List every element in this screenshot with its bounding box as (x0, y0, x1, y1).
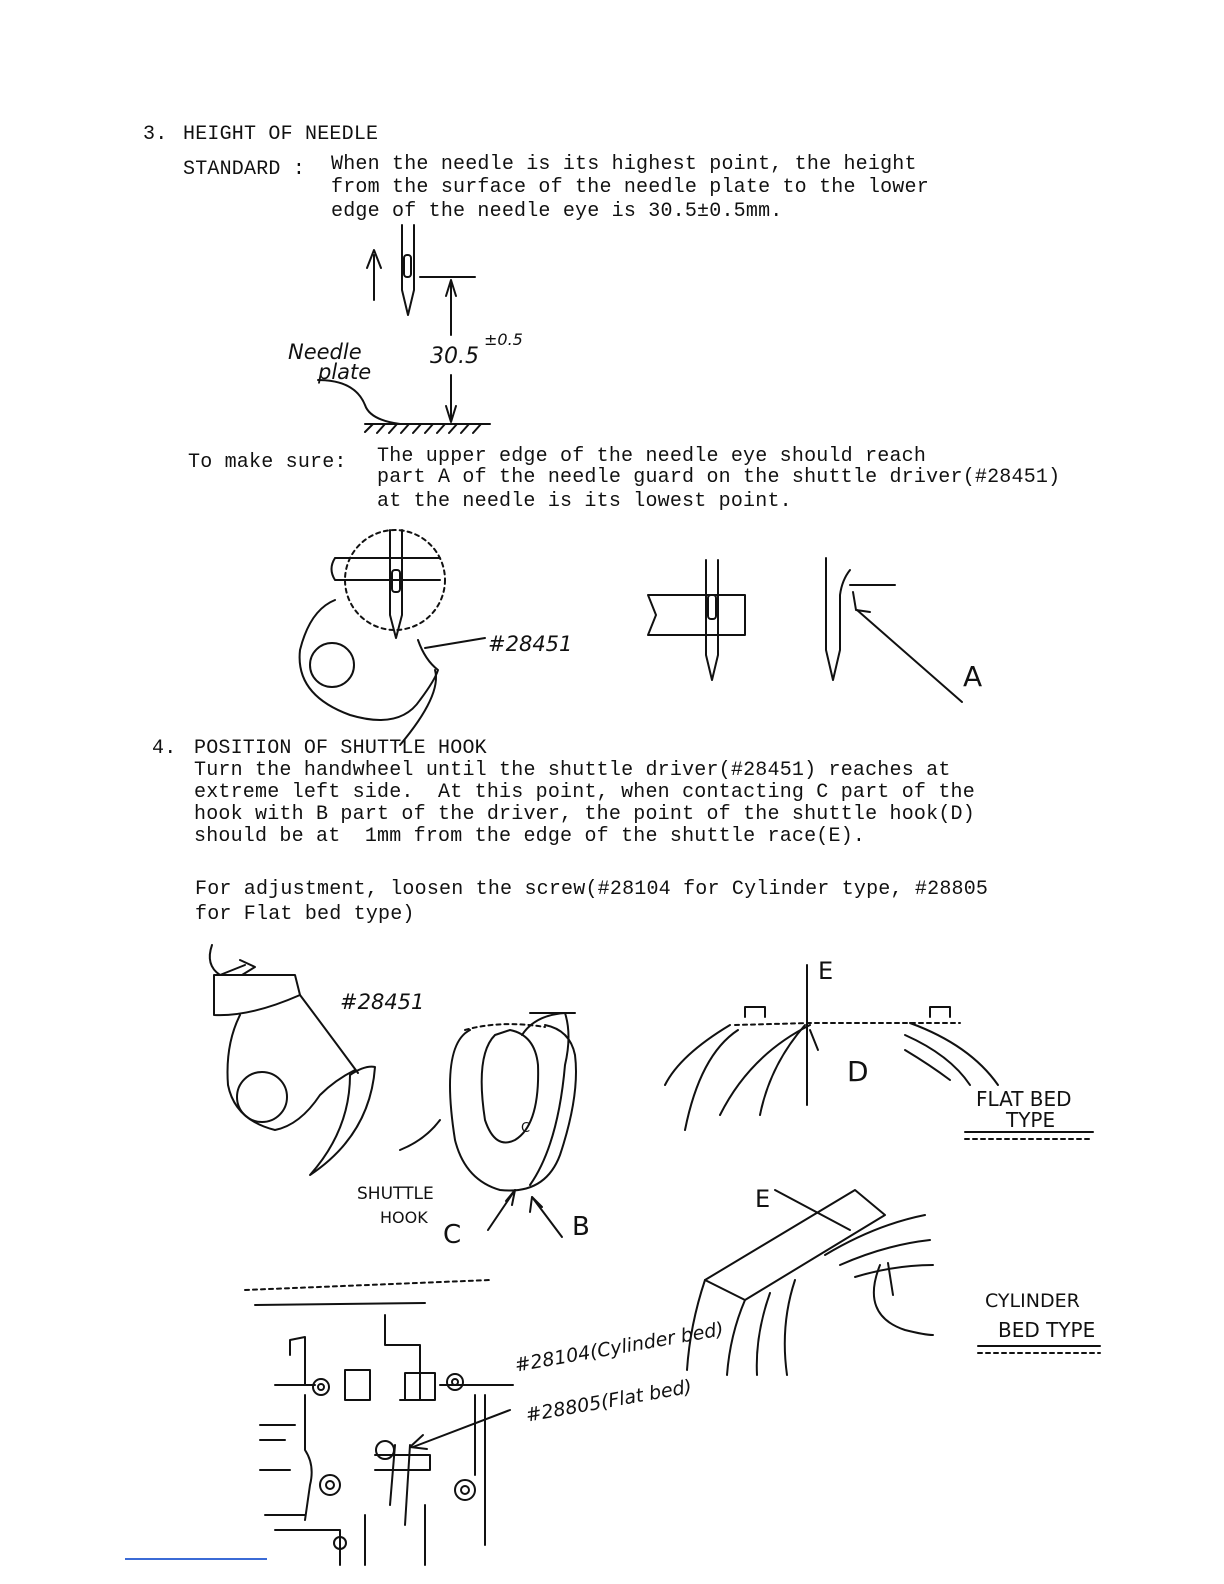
section-4-body-line-3: hook with B part of the driver, the point of the shuttle hook(D) (194, 803, 975, 826)
screw-location-diagram (245, 1275, 525, 1565)
shuttle-hook-label-2: HOOK (380, 1208, 428, 1227)
standard-line-3: edge of the needle eye is 30.5±0.5mm. (331, 200, 783, 223)
screw-flat-label: #28805(Flat bed) (524, 1375, 694, 1427)
needle-plate-label-1: Needle (288, 340, 362, 364)
driver-label-section3: #28451 (488, 632, 573, 656)
adjust-line-2: for Flat bed type) (195, 903, 415, 926)
screw-cylinder-label: #28104(Cylinder bed) (513, 1318, 726, 1377)
tolerance-label: ±0.5 (484, 330, 523, 349)
b-label: B (572, 1212, 590, 1242)
flat-bed-underline (965, 1128, 1095, 1144)
c-small-label: C (521, 1121, 531, 1136)
dimension-label: 30.5 (430, 344, 479, 369)
e-flat-label: E (818, 957, 834, 985)
standard-label: STANDARD : (183, 158, 306, 181)
cylinder-bed-label-2: BED TYPE (998, 1318, 1096, 1342)
d-label: D (847, 1055, 869, 1088)
section-4-body-line-4: should be at 1mm from the edge of the shuttle race(E). (194, 825, 866, 848)
flat-bed-label-1: FLAT BED (976, 1087, 1072, 1111)
e-cylinder-label: E (755, 1185, 771, 1213)
shuttle-driver-needle-diagram (290, 520, 1010, 745)
cylinder-bed-underline (978, 1342, 1103, 1356)
page-bottom-rule (125, 1558, 267, 1560)
check-line-3: at the needle is its lowest point. (377, 490, 792, 513)
flat-bed-label-2: TYPE (1006, 1108, 1056, 1132)
standard-line-2: from the surface of the needle plate to the lower (331, 176, 929, 199)
section-4-title: POSITION OF SHUTTLE HOOK (194, 737, 487, 760)
section-3-number: 3. (143, 123, 168, 146)
flat-bed-diagram (660, 955, 1010, 1135)
section-4-body-line-1: Turn the handwheel until the shuttle driver(#28451) reaches at (194, 759, 951, 782)
c-label: C (443, 1220, 462, 1250)
section-4-body-line-2: extreme left side. At this point, when contacting C part of the (194, 781, 975, 804)
driver-label-section4: #28451 (340, 990, 425, 1014)
check-line-2: part A of the needle guard on the shuttle driver(#28451) (377, 466, 1061, 489)
point-a-label: A (963, 660, 983, 693)
cylinder-bed-label-1: CYLINDER (985, 1290, 1080, 1312)
check-label: To make sure: (188, 451, 347, 474)
cylinder-bed-diagram (675, 1175, 955, 1375)
section-3-title: HEIGHT OF NEEDLE (183, 123, 379, 146)
check-line-1: The upper edge of the needle eye should reach (377, 445, 927, 468)
standard-line-1: When the needle is its highest point, the height (331, 153, 917, 176)
adjust-line-1: For adjustment, loosen the screw(#28104 for Cylinder type, #28805 (195, 878, 989, 901)
section-4-number: 4. (152, 737, 177, 760)
shuttle-hook-label-1: SHUTTLE (357, 1184, 434, 1204)
needle-plate-label-2: plate (318, 360, 372, 384)
